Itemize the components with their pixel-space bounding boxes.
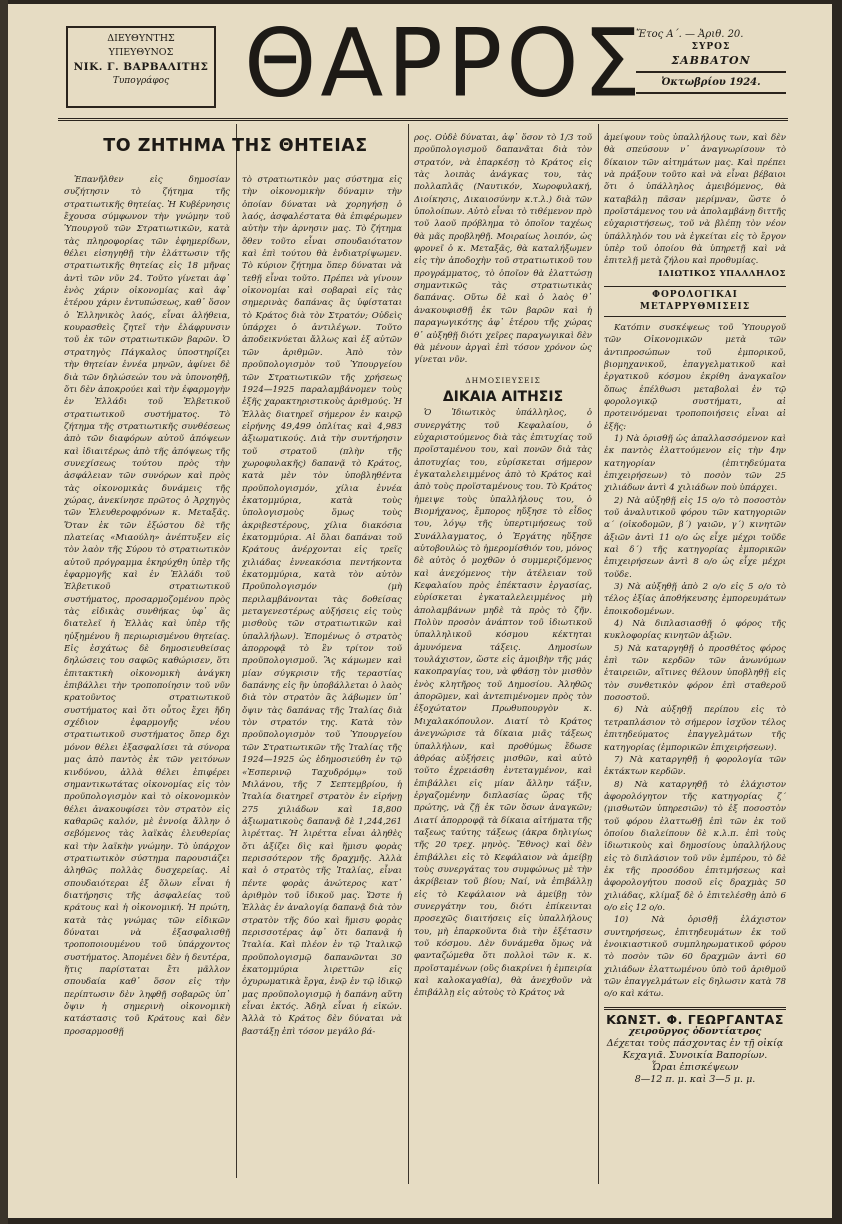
scan-edge [0,0,8,1224]
advertisement-line: Ὧραι ἐπισκέψεων [651,1062,739,1074]
advertisement-line: Δέχεται τοὺς πάσχοντας ἐν τῇ οἰκίᾳ [606,1038,784,1050]
list-item: 4) Νὰ διπλασιασθῇ ὁ φόρος τῆς κυκλοφορίας κινητῶν ἀξιῶν. [604,619,786,642]
director-box [66,26,216,108]
list-item: 10) Νὰ ὁρισθῇ ἐλάχιστον συντηρήσεως, ἐπιτηδευμάτων ἐκ τοῦ ἐνοικιαστικοῦ συμπληρωματικοῦ φόρου τὸ ποσὸν τῶν 60 δραχμῶν ἀντὶ 60 χιλιάδων ἐλαττωμένου ὑπὸ τοῦ ἀριθμοῦ τῶν ἐπαγγελμάτων εἰς δηλωσιν κατὰ 78 ο/ο καὶ κάτω. [604,915,786,1000]
director-label: ΔΙΕΥΘΥΝΤΗΣ [107,33,175,44]
director-note: Τυπογράφος [112,76,170,86]
advertisement-line: 8—12 π. μ. καὶ 3—5 μ. μ. [634,1074,756,1086]
advertisement-line: Κεχαγιᾶ. Συνοικία Βαπορίων. [622,1050,768,1062]
article-text: Ὁ Ἰδιωτικὸς ὑπάλληλος, ὁ συνεργάτης τοῦ Κεφαλαίου, ὁ εὐχαριστούμενος διὰ τὰς ἐπιτυχίας τοῦ προϊσταμένου του, καὶ πονῶν διὰ τὰς ἀποτυχίας του, εὑρίσκεται σήμερον ἐγκαταλελειμμένος ἀπὸ τὸ Κράτος καὶ ἀπὸ τοὺς προϊσταμένους του. Τὸ Κράτος ἠμειψε τοὺς ὑπαλλήλους του, ὁ Βιομήχανος, ἔμπορος ηὔξησε τὸ εἶδος του, λόγῳ τῆς ὑπερτιμήσεως τοῦ Συνάλλαγματος, ὁ Ἐργάτης ηὔξησε αὐτοβουλὼς τὸ ἡμερομίσθιόν του, μόνος δὲ αὐτὸς ὁ μοχθῶν ὁ συμμεριζόμενος καὶ ἀνεχόμενος τὴν ἀτέλειαν τοῦ Κεφαλαίου πρὸς ἐπέκτασιν ἐργασίας, εὑρίσκεται ἐγκαταλελειμμένος μὴ ἀπολαμβάνων μηδὲ τὰ πρὸς τὸ ζῆν. Πολὺν προσὸν ἀνάπτον τοῦ ἰδιωτικοῦ ὑπαλληλικοῦ κόσμου κέκτηται ἀμυνόμενα τάξεις. Δημοσίων τουλάχιστον, ὥστε εἰς ἀμοιβὴν τῆς μάς κακοπραγίας του, νὰ φθάσῃ τὸν μισθὸν ἑνὸς κλητῆρος τοῦ Δημοσίου. Ἀληθῶς ἀπορῶμεν, καὶ ἀντεπιμένομεν πρὸς τὸν ἐξοχώτατον Πρωθυπουργὸν κ. Μιχαλακόπουλον. Διατί τὸ Κράτος ἀνεγνώρισε τὰ δίκαια μιᾶς τάξεως ὑπαλλήλων, καὶ προθύμως ἔδωσε ἀθρόας αὐξήσεις μισθῶν, καὶ αὐτὸ τοῦτο ἐχρειάσθη ἐντεταγμένον, καὶ ἐπιβάλλει εἰς μίαν ἄλλην τάξιν, ἐργαζομένην διπλασίας ὥρας τῆς πρώτης, νὰ ζῇ ἐκ τῶν ὅσων ἀναγκῶν; Διατί ἀπορροφᾷ τὰ δίκαια αἰτήματα τῆς ταξεως ταύτης τάξεως (ἀκρα δηλιγίως τῆς 20 τρεχ. μηνὸς. Ἔθνος) καὶ δὲν ἐπιβάλλει εἰς τὸ Κεφάλαιον νὰ ἀμείβῃ τοὺς συνεργάτας του συμφώνως μὲ τὴν ἀκρίβειαν τοῦ βίου; Ναί, νὰ ἐπιβάλλῃ εἰς τὸ Κεφάλαιον νὰ ἀμείβῃ τὸν συνεργάτην του, διότι ἐπίκεινται προσεχῶς διαιτήσεις εἰς ὑπαλλήλους του, μὴ ἐπαρκοῦντα διὰ τὴν ἐξέτασιν τοῦ κόσμου. Δὲν δυνάμεθα ὅμως νὰ φανταζώμεθα ὅτι πολλοὶ τῶν κ. κ. προϊσταμένων (οὓς διακρίνει ἡ ἐμπειρία καὶ καλοκαγαθία), θὰ ἀνεχθοῦν νὰ ἐπιβάλλῃ εἰς αὐτοὺς τὸ Κράτος νὰ [414,408,592,999]
section-headline: ΦΟΡΟΛΟΓΙΚΑΙ ΜΕΤΑΡΡΥΘΜΙΣΕΙΣ [604,286,786,317]
place: ΣΥΡΟΣ [691,42,731,52]
list-item: 2) Νὰ αὐξηθῇ εἰς 15 ο/ο τὸ ποσοστὸν τοῦ ἀναλυτικοῦ φόρου τῶν κατηγοριῶν α΄ (οἰκοδομῶν, β΄) γαιῶν, γ΄) κινητῶν ἀξιῶν ἀντὶ 11 ο/ο ὡς εἶχε μέχρι τοῦδε καὶ δ΄) τῆς κατηγορίας ἐμπορικῶν ἐπιχειρήσεων ἀντὶ 8 ο/ο ὡς εἶχε μέχρι τοῦδε. [604,495,786,580]
article-text: Κατόπιν συσκέψεως τοῦ Ὑπουργοῦ τῶν Οἰκονομικῶν μετὰ τῶν ἀντιπροσώπων τοῦ ἐμπορικοῦ, βιομηχανικοῦ, ἐπαγγελματικοῦ καὶ ἐργατικοῦ κόσμου ἐκρίθη ἀναγκαῖον ὅπως ἐπέλθωσι μεταβολαὶ ἐν τῷ φορολογικῷ συστήματι, αἱ προτεινόμεναι τροποποιήσεις εἶναι αἱ ἑξῆς: [604,322,786,432]
column-rule [408,124,409,1184]
weekday: ΣΑΒΒΑΤΟΝ [671,54,751,67]
newspaper-title: ΘΑΡΡΟΣ [244,8,645,119]
director-name: ΝΙΚ. Γ. ΒΑΡΒΑΛΙΤΗΣ [73,61,209,73]
article-signature: ΙΔΙΩΤΙΚΟΣ ΥΠΑΛΛΗΛΟΣ [658,268,786,279]
advertiser-profession: χειροῦργος ὀδοντίατρος [628,1026,762,1038]
list-item: 3) Νὰ αὐξηθῇ ἀπὸ 2 ο/ο εἰς 5 ο/ο τὸ τέλος ἐξίας ἀποθήκευσης ἐμπορευμάτων ἐποικοδομένων. [604,582,786,617]
article-text: Ἐπανῆλθεν εἰς δημοσίαν συζήτησιν τὸ ζήτημα τῆς στρατιωτικῆς θητείας. Ἡ Κυβέρνησις ἔχουσα σύμφωνον τὴν γνώμην τοῦ Ὑπουργοῦ τῶν Στρατιωτικῶν, κατὰ τὰς πληροφορίας τῶν ἐφημερίδων, θέλει εἰσηγηθῇ τὴν ἐλάττωσιν τῆς στρατιωτικῆς θητείας εἰς 18 μῆνας ἀντὶ τῶν νῦν 24. Τοῦτο γίνεται ἀφ᾽ ἑνὸς χάριν οἰκονομίας καὶ ἀφ᾽ ἑτέρου χάριν ἐντυπώσεως, καθ᾽ ὅσον ὁ Ἑλληνικὸς λαός, εἶναι ἀλήθεια, κουρασθεὶς ζητεῖ τὴν ἐλάφρυνσιν τοῦ ἐκ τῶν στρατιωτικῶν βαρῶν. Ὁ στρατηγὸς Πάγκαλος ὑποστηρίζει τὴν θητείαν ἐννέα μηνῶν, ἀφίνει δὲ διὰ τῶν δηλώσεών του νὰ ὑπονοηθῇ, ὅτι δὲν ἀποκρούει καὶ τὴν ἐφαρμογὴν ἐν Ἑλλάδι τοῦ Ἑλβετικοῦ στρατιωτικοῦ συστήματος. Τὸ ζήτημα τῆς στρατιωτικῆς συνθέσεως ἀπὸ τῶν διαφόρων αὐτοῦ ἀπόψεων καὶ ἰδιαιτέρως ἀπὸ τῆς ἀπόψεως τῆς συνεχίσεως τούτου πρὸς τὴν ἀσφάλειαν τῶν συνόρων καὶ πρὸς τὰς οἰκονομικὰς δυνάμεις τῆς χώρας, ἀνεκίνησε πρῶτος ὁ Ἀρχηγὸς τῶν Ἑλευθεροφρόνων κ. Μεταξᾶς. Ὅταν ἐκ τῶν ἐξώστου δὲ τῆς πλατείας «Μιαούλη» ἀνέπτυξεν εἰς τὸν λαὸν τῆς Σύρου τὸ στρατιωτικὸν αὐτοῦ πρόγραμμα ἐκηρύχθη ὑπὲρ τῆς ἐφαρμογῆς καὶ ἐν Ἑλλάδι τοῦ Ἑλβετικοῦ στρατιωτικοῦ συστήματος, προσαρμοζομένου πρὸς τὰς εἰδικὰς συνθήκας ὑφ᾽ ἃς διατελεῖ ἡ Ἑλλὰς καὶ ὑπὲρ τῆς ηὐξημένου ἢ περιωρισμένου θητείας. Εἰς ἐσχάτως δὲ δημοσιευθείσας δηλώσεις του σαφῶς καθώρισεν, ὅτι ἐπιτακτικὴ οἰκονομικὴ ἀνάγκη ἐπιβάλλει τὴν τροποποίησιν τοῦ νῦν κρατοῦντος στρατιωτικοῦ συστήματος καὶ ὅτι οὗτος ἔχει ἤδη σχέδιον ἐφαρμογῆς νέου στρατιωτικοῦ συστήματος ὅπερ δχι μόνον θέλει ἐξασφαλίσει τὰ σύνορα μας ἀπὸ παντὸς ἐκ τῶν γειτόνων κινδύνου, ἀλλὰ θέλει ἐπιφέρει σημαντικωτάτας οἰκονομίας εἰς τὸν προϋπολογισμὸν καὶ τὸ οἰκονομικὸν θέλει ἀνακουφίσει τὸν στρατὸν εἰς καθαρῶς καλόν, μὲ ἐννοίᾳ ἄλλην ὁ σεβόμενος τὰς λαϊκὰς ἐλευθερίας καὶ τὴν λαϊκὴν γνώμην. Τὸ ὑπάρχον στρατιωτικὸν σύστημα παρουσιάζει ἀληθῶς πολλὰς δυσχερείας. Αἱ σπουδαιότεραι ἐξ ὅλων εἶναι ἡ διατήρησις τῆς ἀσφαλείας τοῦ κράτους καὶ ἡ οἰκονομική. Ἡ πρώτη, κατὰ τὰς γνώμας τῶν εἰδικῶν δύναται νὰ ἐξασφαλισθῇ τροποποιουμένου τοῦ ὑπάρχοντος συστήματος. Ἀπομένει δὲν ἡ δευτέρα, ἥτις παρίσταται ἔτι μᾶλλον σπουδαία καθ᾽ ὅσον εἰς τὴν περίπτωσιν δὲν ληφθῇ σοβαρῶς ὑπ᾽ ὄψιν ἡ σημερινὴ οἰκονομικὴ κατάστασις τοῦ Κράτους καὶ δὲν προσαρμοσθῇ [64,175,230,1037]
article-column-2 [242,174,402,1180]
list-item: 6) Νὰ αὐξηθῇ περίπου εἰς τὸ τετραπλάσιον τὸ σήμερον ἰσχῦον τέλος ἐπιτηδεύματος ἐπαγγελμάτων τῆς κατηγορίας (ἐμπορικῶν ἐπιχειρήσεων). [604,705,786,753]
year-issue: Ἔτος Α΄. — Ἀριθ. 20. [636,29,744,40]
article-column-3 [414,132,592,1180]
newspaper-page [8,4,832,1218]
article-text: ρος. Οὐδὲ δύναται, ἀφ᾽ ὅσον τὸ 1/3 τοῦ προϋπολογισμοῦ δαπανᾶται διὰ τὸν στρατόν, νὰ ἐπαρκέσῃ τὸ Κράτος εἰς τὰς λοιπὰς ἀνάγκας του, τὰς πολλαπλᾶς (Ναυτικόν, Χωροφυλακή, Διοίκησις, Δικαιοσύνην κ.τ.λ.) διὰ τῶν ὑπολοίπων. Αὐτὸ εἶναι τὸ τιθέμενον πρὸ τοῦ λαοῦ πρόβλημα τὸ ὁποῖον ταχέως θὰ μᾶς προβληθῇ. Μοιραίως λοιπόν, ὡς φρονεῖ ὁ κ. Μεταξᾶς, θὰ καταλήξωμεν εἰς τὴν ἀποδοχὴν τοῦ στρατιωτικοῦ του προγράμματος, τὸ ὁποῖον θὰ ἐλαττώσῃ σημαντικῶς τὰς στρατιωτικὰς δαπάνας. Οὕτω δὲ καὶ ὁ λαὸς θ᾽ ἀνακουφισθῇ ἐκ τῶν βαρῶν καὶ ἡ παραγωγικότης ἀφ᾽ ἑτέρου τῆς χώρας θ᾽ αὐξηθῇ διότι χεῖρες παραγωγικαὶ δὲν θὰ μένουν ἀργαὶ ἐπὶ τόσον χρόνον ὡς γίνεται νῦν. [414,133,592,366]
advertiser-name: ΚΩΝΣΤ. Φ. ΓΕΩΡΓΑΝΤΑΣ [606,1011,784,1027]
director-role: ΥΠΕΥΘΥΝΟΣ [108,47,174,58]
section-headline: ΔΙΚΑΙΑ ΑΙΤΗΣΙΣ [442,388,564,405]
list-item: 7) Νὰ καταργηθῇ ἡ φορολογία τῶν ἐκτάκτων κερδῶν. [604,754,786,778]
article-column-4 [604,132,786,1180]
advertisement [604,1007,786,1086]
section-kicker: ΔΗΜΟΣΙΕΥΣΕΙΣ [465,375,541,385]
list-item: 8) Νὰ καταργηθῇ τὸ ἐλάχιστον ἀφορολόγητον τῆς κατηγορίας ζ΄ (μισθωτῶν ὑπηρεσιῶν) τὸ ἐξ ποσοστὸν τοῦ φόρου ἐλαττωθῇ ἐπὶ τῶν ἐκ τοῦ ὁποίου διαλείπουν δὲ κ.λ.π. ἐπὶ τοὺς ἰδιωτικοὺς καὶ δημοσίους ὑπαλλήλους εἰς τὸ διπλάσιον τοῦ νῦν ἐμπέρου, τὸ δὲ ἐκ τῆς προσόδου ἐπιτιμήσεως καὶ ἀφορολογήτου ποσοῦ εἰς δραχμὰς 50 χιλιάδας, κλίμαξ δὲ ὁ ἐπιτελέσθῃ ἀπὸ 6 ο/ο εἰς 12 ο/ο. [604,779,786,913]
list-item: 5) Νὰ καταργηθῇ ὁ προσθέτος φόρος ἐπὶ τῶν κερδῶν τῶν ἀνωνύμων ἑταιρειῶν, αἵτινες θέλουν ὑποβληθῇ εἰς τὸν συνθετικὸν φόρον ἐπὶ σταθεροῦ ποσοστοῦ. [604,643,786,704]
column-rule [236,168,237,1178]
article-headline: ΤΟ ΖΗΤΗΜΑ ΤΗΣ ΘΗΤΕΙΑΣ [103,136,368,156]
column-rule [598,124,599,1184]
issue-box [636,28,786,94]
list-item: 1) Νὰ ὁρισθῇ ὡς ἀπαλλασσόμενον καὶ ἐκ παντὸς ἐλαττούμενον εἰς τὴν 4ην κατηγορίαν (ἐπιτηδεύματα ἐπιχειρήσεων) τὸ ποσὸν τῶν 25 χιλιάδων ἀντὶ 4 χιλιάδων ποὺ ὑπάρχει. [604,433,786,494]
issue-date: Ὀκτωβρίου 1924. [636,71,786,94]
article-text: τὸ στρατιωτικὸν μας σύστημα εἰς τὴν οἰκονομικὴν δύναμιν τὴν ὁποίαν δύναται νὰ χορηγήσῃ ὁ λαός, ἀσφαλέστατα θὰ ἐπιφέρωμεν αὐτὴν τὴν ἀρνησιν μας. Τὸ ζήτημα ὅθεν τοῦτο εἶναι σπουδαιότατον καὶ ἐπὶ τούτου θὰ ἐνδιατρίψωμεν. Τὸ κύριον ζήτημα ὅπερ δύναται νὰ τεθῇ εἶναι τοῦτο. Πρέπει νὰ γίνουν οἰκονομίαι καὶ σοβαραὶ εἰς τὰς σημερινὰς δαπάνας ἂς ὑφίσταται τὸ Κράτος διὰ τὸν Στρατόν; Οὐδεὶς ὑπάρχει ὁ ἀντιλέγων. Τοῦτο ἀποδεικνύεται ἄλλως καὶ ἐξ αὐτῶν τῶν ἀριθμῶν. Ἀπὸ τὸν προϋπολογισμὸν τοῦ Ὑπουργείου τῶν Στρατιωτικῶν τῆς χρήσεως 1924—1925 παραλαμβάνομεν τοὺς ἑξῆς χαρακτηριστικοὺς ἀριθμούς. Ἡ Ἑλλὰς διατηρεῖ σήμερον ἐν καιρῷ εἰρήνης 49,499 ὁπλίτας καὶ 4,983 ἀξιωματικούς. Διὰ τὴν συντήρησιν τοῦ στρατοῦ (πλὴν τῆς χωροφυλακῆς) δαπανᾷ τὸ Κράτος, κατὰ μὲν τὸν ὑποβληθέντα προϋπολογισμόν, χίλια ἑννέα ἑκατομμύρια, κατὰ τοὺς ὑπολογισμοὺς ὅμως τοὺς ἀκριβεστέρους, χίλια διακόσια ἑκατομμύρια. Αἱ ὅλαι δαπάναι τοῦ Κράτους ἀνέρχονται εἰς τρεῖς χιλιάδας ἐννεακόσια πεντήκοντα ἑκατομμύρια, κατὰ τὸν αὐτὸν Προϋπολογισμόν (μὴ περιλαμβάνονται τὰς δοθείσας μεταγενεστέρως αὐξήσεις εἰς τοὺς μισθοὺς τῶν στρατιωτικῶν καὶ ὑπαλλήλων). Ἑπομένως ὁ στρατὸς ἀπορροφᾷ τὸ ἓν τρίτον τοῦ προϋπολογισμοῦ. Ἂς κάμωμεν καὶ μίαν σύγκρισιν τῆς τεραστίας δαπάνης εἰς ἣν ὑποβάλλεται ὁ λαὸς διὰ τὸν στρατὸν ἂς λάβωμεν ὑπ᾽ ὄψιν τὰς δαπάνας τῆς Ἰταλίας διὰ τὸν στρατόν της. Κατὰ τὸν προϋπολογισμὸν τοῦ Ὑπουργείου τῶν Στρατιωτικῶν τῆς Ἰταλίας τῆς 1924—1925 ὡς ἐδημοσιεύθη ἐν τῷ «Ἐσπερινῷ Ταχυδρόμῳ» τοῦ Μιλάνου, τῆς 7 Σεπτεμβρίου, ἡ Ἰταλία διατηρεῖ στρατὸν ἐν εἰρήνῃ 275 χιλιάδων καὶ 18,800 ἀξιωματικοὺς δαπανᾷ δὲ 1,244,261 λιρέττας. Ἡ λιρέττα εἶναι ἀληθὲς ὅτι ἀξίζει δὶς καὶ ἥμισυ φορὰς περισσότερον τῆς δραχμῆς. Ἀλλὰ καὶ ὁ στρατὸς τῆς Ἰταλίας, εἶναι πέντε φορὰς ἀνώτερος κατ᾽ ἀριθμὸν τοῦ ἰδικοῦ μας. Ὥστε ἡ Ἑλλὰς ἐν ἀναλογίᾳ δαπανᾷ διὰ τὸν στρατὸν τῆς δύο καὶ ἥμισυ φορὰς περισσοτέρας ἀφ᾽ ὅτι δαπανᾷ ἡ Ἰταλία. Καὶ πλέον ἐν τῷ Ἰταλικῷ προϋπολογισμῷ δαπανῶνται 30 ἑκατομμύρια λιρεττῶν εἰς ὀχυρωματικὰ ἔργα, ἐνῷ ἐν τῷ ἰδικῷ μας προϋπολογισμῷ ἡ δαπάνη αὕτη εἶναι ἐκτός. Ἀδηλ εἶναι ἡ εἰκών. Ἀλλὰ τὸ Κράτος δὲν δύναται νὰ βαστάξῃ ἐπὶ τόσον μεγάλο βά- [242,175,402,1037]
masthead-rule [58,118,788,121]
article-column-1 [64,174,230,1180]
article-text: ἀμείψουν τοὺς ὑπαλλήλους των, καὶ δὲν θὰ σπεύσουν ν᾽ ἀναγνωρίσουν τὸ δίκαιον τῶν αἰτημάτων μας. Καὶ πρέπει νὰ πράξουν τοῦτο καὶ νὰ εἶναι βέβαιοι ὅτι ὁ ὑπάλληλος ἀμειβόμενος, θὰ καταβάλῃ πᾶσαν μερίμναν, ὥστε ὁ προϊστάμενος του νὰ ἀπολαμβάνῃ διττῆς εὐχαριστήσεως, τοῦ νὰ βλέπῃ τὸν νέον ὑπάλληλόν του νὰ ἐγκείται εἰς τὸ ἔργον ὑπὲρ τοῦ ὁποίου θὰ ὑπηρετῇ καὶ νὰ ἐπιτελῇ μετὰ ζήλου καὶ προθυμίας. [604,133,786,267]
